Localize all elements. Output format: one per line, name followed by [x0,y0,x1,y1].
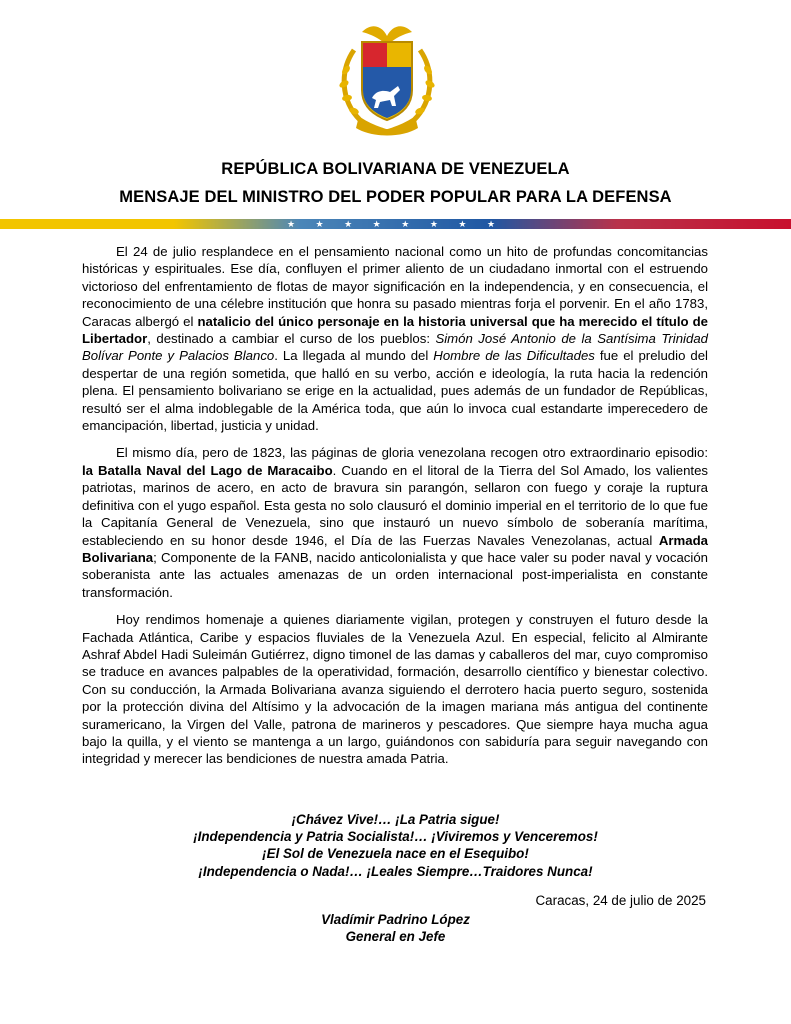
closing-slogans [0,811,791,880]
paragraph-3: Hoy rendimos homenaje a quienes diariamente vigilan, protegen y construyen el futuro desde la Fachada Atlántica, Caribe y espacios fluviales de la Venezuela Azul. En especial, felicito al Almirante Ashraf Abdel Hadi Suleimán Gutiérrez, digno timonel de las damas y caballeros del mar, cuyo compromiso se traduce en avances palpables de la operatividad, formación, desarrollo científico y bienestar colectivo. Con su conducción, la Armada Bolivariana avanza siguiendo el derrotero hacia puerto seguro, sostenida por la protección divina del Altísimo y la advocación de la imagen mariana más antigua del continente suramericano, la Virgen del Valle, patrona de marineros y pescadores. Que siempre haya mucha agua bajo la quilla, y el viento se mantenga a un largo, guiándonos con sabiduría para seguir navegando con integridad y merecer las bendiciones de nuestra amada Patria. [82,612,708,767]
coat-of-arms-icon [332,20,442,138]
slogan-line: ¡Independencia o Nada!… ¡Leales Siempre…Traidores Nunca! [198,863,593,879]
slogan-line: ¡El Sol de Venezuela nace en el Esequibo! [262,846,529,862]
page-subtitle: MENSAJE DEL MINISTRO DEL PODER POPULAR PARA LA DEFENSA [119,188,672,206]
signature-rank: General en Jefe [345,929,446,944]
paragraph-1: El 24 de julio resplandece en el pensamiento nacional como un hito de profundas concomitancias históricas y espirituales. Ese día, confluyen el primer aliento de un ciudadano inmortal con el estruendo victorioso del enfrentamiento de flotas de mayor significación en la independencia, y en consecuencia, el reconocimiento de una célebre institución que honra su pasado mientras forja el porvenir. En el año 1783, Caracas albergó el natalicio del único personaje en la historia universal que ha merecido el título de Libertador, destinado a cambiar el curso de los pueblos: Simón José Antonio de la Santísima Trinidad Bolívar Ponte y Palacios Blanco. La llegada al mundo del Hombre de las Dificultades fue el preludio del despertar de una región sometida, que halló en su verbo, acción e ideología, la ruta hacia la redención plena. El pensamiento bolivariano se erige en la actualidad, pues además de un fundador de Repúblicas, resultó ser el alma indoblegable de la América toda, que aún lo invoca cual estandarte imperecedero de emancipación, libertad, justicia y unidad. [82,244,708,434]
stars-icon: ★ ★ ★ ★ ★ ★ ★ ★ [286,219,505,229]
page-title: REPÚBLICA BOLIVARIANA DE VENEZUELA [221,160,570,178]
slogan-line: ¡Independencia y Patria Socialista!… ¡Viviremos y Venceremos! [193,829,598,845]
message-body [82,243,708,778]
slogan-line: ¡Chávez Vive!… ¡La Patria sigue! [291,812,500,827]
signature-name: Vladímir Padrino López [321,912,470,927]
place-date: Caracas, 24 de julio de 2025 [535,893,706,908]
paragraph-2: El mismo día, pero de 1823, las páginas de gloria venezolana recogen otro extraordinario episodio: la Batalla Naval del Lago de Maracaibo. Cuando en el litoral de la Tierra del Sol Amado, los valientes patriotas, marinos de acero, en acto de bravura sin parangón, sellaron con fuego y coraje la ruptura definitiva con el yugo español. Esta gesta no solo clausuró el dominio imperial en el territorio de lo que fue la Capitanía General de Venezuela, sino que instauró un nuevo símbolo de soberanía marítima, estableciendo en su honor desde 1946, el Día de las Fuerzas Navales Venezolanas, actual Armada Bolivariana; Componente de la FANB, nacido anticolonialista y que hace valer su poder naval y vocación soberanista ante las actuales amenazas de un orden internacional post-imperialista en constante transformación. [82,445,709,600]
